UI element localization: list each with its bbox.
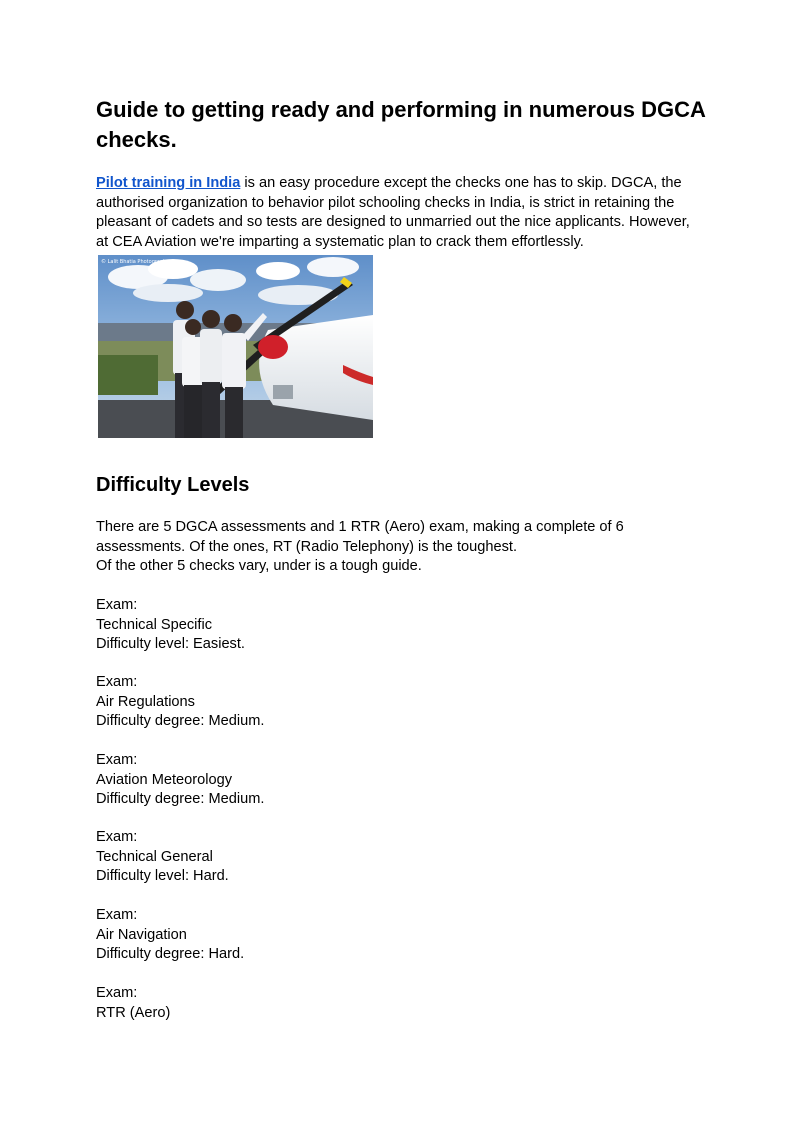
exam-label: Exam: <box>96 829 138 845</box>
exam-entry <box>96 984 706 1023</box>
exam-name: Aviation Meteorology <box>96 771 233 788</box>
difficulty-levels-heading: Difficulty Levels <box>96 474 250 496</box>
exam-name: RTR (Aero) <box>96 1004 171 1021</box>
exam-name: Technical Specific <box>96 616 212 633</box>
exam-label: Exam: <box>96 597 138 613</box>
summary-line-2: Of the other 5 checks vary, under is a tough guide. <box>96 558 422 574</box>
photo-watermark: © Lalit Bhatia Photography <box>101 259 170 265</box>
exam-label: Exam: <box>96 907 138 923</box>
exam-entry <box>96 828 706 887</box>
exam-difficulty: Difficulty degree: Medium. <box>96 791 265 807</box>
exam-entry <box>96 751 706 810</box>
exam-label: Exam: <box>96 985 138 1001</box>
exam-label: Exam: <box>96 674 138 690</box>
intro-text: is an easy procedure except the checks one has to skip. DGCA, the authorised organization to behavior pilot schooling checks in India, is strict in retaining the pleasant of cadets and so tests are designed to unmarried out the nice applicants. However, at CEA Aviation we're imparting a systematic plan to crack them effortlessly. <box>96 175 690 250</box>
exam-difficulty: Difficulty degree: Hard. <box>96 946 245 962</box>
exam-name: Air Regulations <box>96 693 195 710</box>
exam-label: Exam: <box>96 752 138 768</box>
intro-paragraph <box>96 174 706 252</box>
exam-difficulty: Difficulty degree: Medium. <box>96 713 265 729</box>
exam-difficulty: Difficulty level: Hard. <box>96 868 229 884</box>
pilot-training-link[interactable]: Pilot training in India <box>96 175 241 191</box>
exam-entry <box>96 906 706 965</box>
exam-name: Air Navigation <box>96 926 187 943</box>
pilot-cadets-aircraft-photo <box>98 255 373 438</box>
summary-paragraph <box>96 518 706 577</box>
exam-entry <box>96 673 706 732</box>
exam-entry <box>96 596 706 655</box>
summary-line-1: There are 5 DGCA assessments and 1 RTR (Aero) exam, making a complete of 6 assessments. Of the ones, RT (Radio Telephony) is the toughest. <box>96 519 624 555</box>
exam-name: Technical General <box>96 848 213 865</box>
page-title: Guide to getting ready and performing in numerous DGCA checks. <box>96 97 706 152</box>
exam-difficulty: Difficulty level: Easiest. <box>96 636 245 652</box>
